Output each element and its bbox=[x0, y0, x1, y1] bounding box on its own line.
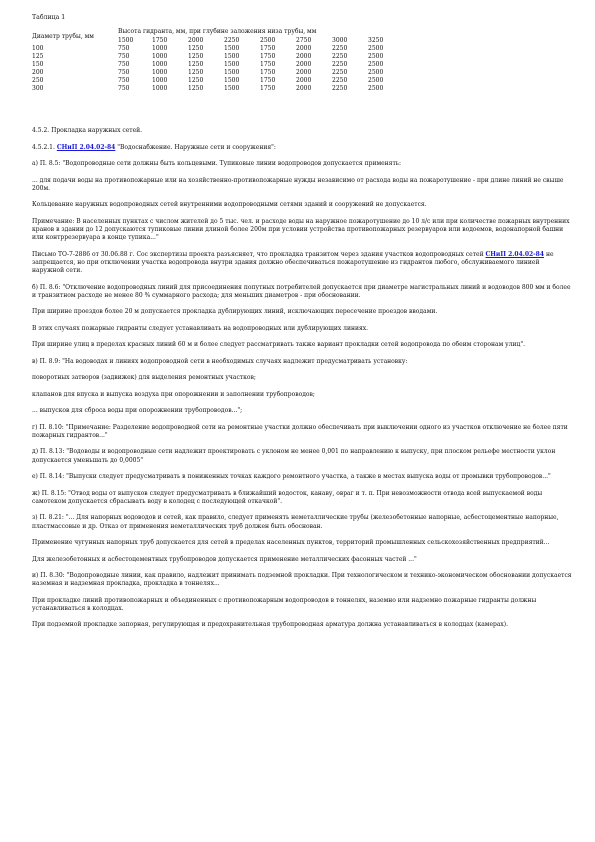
height-cell: 2250 bbox=[332, 53, 348, 60]
height-cell: 2000 bbox=[296, 45, 312, 52]
height-cell: 2500 bbox=[368, 53, 384, 60]
height-cell: 1500 bbox=[224, 69, 240, 76]
height-cell: 1250 bbox=[188, 53, 204, 60]
height-cell: 1000 bbox=[152, 61, 168, 68]
height-cell: 2000 bbox=[296, 53, 312, 60]
hydrant-height-table bbox=[32, 28, 404, 93]
paragraph: клапанов для впуска и выпуска воздуха при опорожнении и заполнении трубопроводов; bbox=[32, 390, 315, 398]
height-cell: 1000 bbox=[152, 53, 168, 60]
depth-header: 3250 bbox=[368, 37, 384, 44]
paragraph: и) П. 8.30: "Водопроводные линии, как правило, надлежит принимать подземной прокладки. При технологическом и технико-экономическом обосновании допускается наземная и надземная прокладка, прокладка в тоннелях... bbox=[32, 572, 572, 588]
subsection-prefix: 4.5.2.1. bbox=[32, 143, 57, 151]
diameter-cell: 150 bbox=[32, 61, 44, 68]
paragraph: При ширине проездов более 20 м допускается прокладка дублирующих линий, исключающих пересечение проездов вводами. bbox=[32, 308, 438, 316]
table-row bbox=[32, 61, 404, 69]
depth-header: 2000 bbox=[188, 37, 204, 44]
paragraph: поворотных затворов (задвижек) для выделения ремонтных участков; bbox=[32, 374, 256, 382]
diameter-cell: 300 bbox=[32, 85, 44, 92]
height-cell: 750 bbox=[118, 45, 130, 52]
height-cell: 2000 bbox=[296, 61, 312, 68]
table-row bbox=[32, 45, 404, 53]
paragraph: д) П. 8.13: "Водоводы и водопроводные сети надлежит проектировать с уклоном не менее 0,001 по направлению к выпуску, при плоском рельефе местности уклон допускается уменьшать до 0,0005" bbox=[32, 448, 556, 464]
paragraph: Для железобетонных и асбестоцементных трубопроводов допускается применение металлических фасонных частей ..." bbox=[32, 555, 417, 563]
paragraph: в) П. 8.9: "На водоводах и линиях водопроводной сети в необходимых случаях надлежит предусматривать установку: bbox=[32, 357, 408, 365]
table-caption: Таблица 1 bbox=[32, 14, 66, 21]
height-cell: 2500 bbox=[368, 77, 384, 84]
paragraph: Кольцевание наружных водопроводных сетей внутренними водопроводными сетями зданий и сооружений не допускается. bbox=[32, 201, 427, 209]
paragraph: а) П. 8.5: "Водопроводные сети должны быть кольцевыми. Тупиковые линии водопроводов допускается применять: bbox=[32, 160, 402, 167]
paragraph-text: Письмо ТО-7-2886 от 30.06.88 г. Сос экспертизы проекта разъясняет, что прокладка транзитом через здания участков водопроводных сетей bbox=[32, 250, 486, 258]
group-header: Высота гидранта, мм, при глубине заложения низа трубы, мм bbox=[118, 28, 317, 35]
height-cell: 2500 bbox=[368, 69, 384, 76]
depth-header: 3000 bbox=[332, 37, 348, 44]
paragraph: В этих случаях пожарные гидранты следует устанавливать на водопроводных или дублирующих линиях. bbox=[32, 324, 369, 332]
height-cell: 750 bbox=[118, 77, 130, 84]
height-cell: 1500 bbox=[224, 85, 240, 92]
height-cell: 1000 bbox=[152, 45, 168, 52]
height-cell: 1250 bbox=[188, 85, 204, 92]
height-cell: 1000 bbox=[152, 85, 168, 92]
paragraph: ж) П. 8.15: "Отвод воды от выпусков следует предусматривать в ближайший водосток, канаву, овраг и т. п. При невозможности отвода всей выпускаемой воды самотеком допускается сбрасывать воду в колодец с последующей откачкой". bbox=[32, 489, 543, 505]
height-cell: 1500 bbox=[224, 77, 240, 84]
height-cell: 1250 bbox=[188, 61, 204, 68]
height-cell: 2500 bbox=[368, 45, 384, 52]
depth-header: 2500 bbox=[260, 37, 276, 44]
depth-header: 2250 bbox=[224, 37, 240, 44]
height-cell: 750 bbox=[118, 61, 130, 68]
paragraph: При ширине улиц в пределах красных линий 60 м и более следует рассматривать также вариант прокладки сетей водопровода по обеим сторонам улиц". bbox=[32, 341, 526, 349]
height-cell: 2250 bbox=[332, 69, 348, 76]
diameter-header: Диаметр трубы, мм bbox=[32, 32, 94, 40]
paragraph-text: не запрещается, но при отключении участка водопровода внутри здания должно обеспечиваться пожаротушение из гидрантов любого, обслуживаемого линией наружной сети. bbox=[32, 250, 554, 275]
paragraph: Применение чугунных напорных труб допускается для сетей в пределах населенных пунктов, территорий промышленных сельскохозяйственных предприятий... bbox=[32, 539, 550, 547]
paragraph: При прокладке линий противопожарных и объединенных с противопожарным водопроводов в тоннелях, наземно или надземно пожарные гидранты должны устанавливаться в колодцах. bbox=[32, 596, 537, 612]
height-cell: 1750 bbox=[260, 53, 276, 60]
height-cell: 750 bbox=[118, 85, 130, 92]
height-cell: 1250 bbox=[188, 45, 204, 52]
height-cell: 1750 bbox=[260, 61, 276, 68]
height-cell: 2000 bbox=[296, 69, 312, 76]
section-heading: 4.5.2. Прокладка наружных сетей. bbox=[32, 127, 143, 134]
height-cell: 1500 bbox=[224, 53, 240, 60]
snip-link[interactable]: СНиП 2.04.02-84 bbox=[485, 250, 545, 258]
depth-header: 1750 bbox=[152, 37, 168, 44]
diameter-cell: 125 bbox=[32, 53, 44, 60]
height-cell: 2250 bbox=[332, 45, 348, 52]
height-cell: 2500 bbox=[368, 61, 384, 68]
table-header-row bbox=[32, 28, 404, 37]
height-cell: 1000 bbox=[152, 77, 168, 84]
height-cell: 2250 bbox=[332, 61, 348, 68]
depth-header: 2750 bbox=[296, 37, 312, 44]
paragraph: б) П. 8.6: "Отключение водопроводных линий для присоединения попутных потребителей допускается при диаметре магистральных линий и водоводов 800 мм и более и транзитном расходе не менее 80 % суммарного расхода; для меньших диаметров - при обосновании. bbox=[32, 283, 571, 299]
height-cell: 1500 bbox=[224, 61, 240, 68]
subsection-title: "Водоснабжение. Наружные сети и сооружения": bbox=[115, 143, 276, 151]
depth-header: 1500 bbox=[118, 37, 134, 44]
diameter-cell: 200 bbox=[32, 69, 44, 76]
paragraph: Примечание: В населенных пунктах с числом жителей до 5 тыс. чел. и расходе воды на наружное пожаротушение до 10 л/с или при количестве пожарных внутренних кранов в здании до 12 допускаются тупиковые линии длиной более 200м при условии устройства противопожарных резервуаров или водоемов, водонапорной башни или контррезервуара в конце тупика..." bbox=[32, 217, 570, 242]
table-row bbox=[32, 85, 404, 93]
height-cell: 1250 bbox=[188, 77, 204, 84]
table-row bbox=[32, 53, 404, 61]
height-cell: 1750 bbox=[260, 69, 276, 76]
paragraph: г) П. 8.10: "Примечание: Разделение водопроводной сети на ремонтные участки должно обеспечивать при выключении одного из участков отключение не более пяти пожарных гидрантов..." bbox=[32, 423, 568, 439]
paragraph: При подземной прокладке запорная, регулирующая и предохранительная трубопроводная арматура должна устанавливаться в колодцах (камерах). bbox=[32, 621, 509, 629]
height-cell: 2000 bbox=[296, 85, 312, 92]
table-row bbox=[32, 69, 404, 77]
height-cell: 1000 bbox=[152, 69, 168, 76]
subsection-heading bbox=[32, 144, 572, 152]
height-cell: 2500 bbox=[368, 85, 384, 92]
height-cell: 2000 bbox=[296, 77, 312, 84]
height-cell: 1750 bbox=[260, 77, 276, 84]
paragraph: е) П. 8.14: "Выпуски следует предусматривать в пониженных точках каждого ремонтного участка, а также в местах выпуска воды от промывки трубопроводов..." bbox=[32, 473, 551, 481]
document-page bbox=[32, 14, 572, 638]
height-cell: 2250 bbox=[332, 85, 348, 92]
paragraph: ... выпусков для сброса воды при опорожнении трубопроводов..."; bbox=[32, 407, 243, 415]
paragraph bbox=[32, 251, 572, 276]
diameter-cell: 100 bbox=[32, 45, 44, 52]
height-cell: 2250 bbox=[332, 77, 348, 84]
height-cell: 750 bbox=[118, 69, 130, 76]
paragraph: з) П. 8.21: "... Для напорных водоводов и сетей, как правило, следует применять неметаллические трубы (железобетонные напорные, асбестоцементные напорные, пластмассовые и др. Отказ от применения неметаллических труб должен быть обоснован. bbox=[32, 514, 559, 530]
height-cell: 1750 bbox=[260, 45, 276, 52]
height-cell: 750 bbox=[118, 53, 130, 60]
height-cell: 1500 bbox=[224, 45, 240, 52]
height-cell: 1750 bbox=[260, 85, 276, 92]
diameter-cell: 250 bbox=[32, 77, 44, 84]
table-row bbox=[32, 77, 404, 85]
paragraph: ... для подачи воды на противопожарные или на хозяйственно-противопожарные нужды независимо от расхода воды на пожаротушение - при длине линий не свыше 200м. bbox=[32, 176, 564, 192]
snip-link[interactable]: СНиП 2.04.02-84 bbox=[56, 143, 116, 151]
height-cell: 1250 bbox=[188, 69, 204, 76]
